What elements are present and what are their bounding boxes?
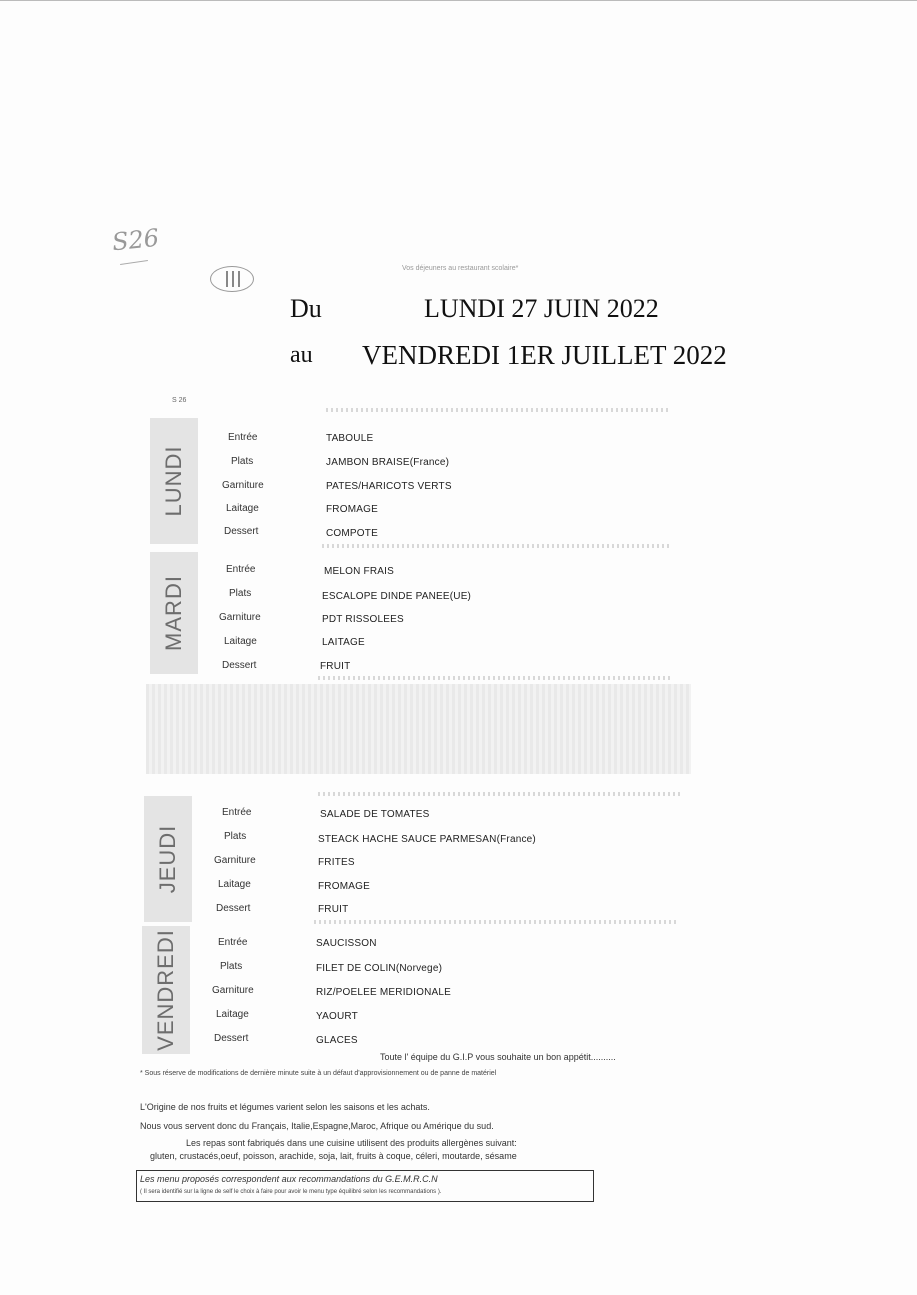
row-value: COMPOTE (326, 528, 378, 539)
page-top-edge (0, 0, 917, 7)
day-band-mardi (150, 552, 198, 674)
day-band-vendredi (142, 926, 190, 1054)
row-label: Dessert (222, 660, 257, 671)
row-value: PATES/HARICOTS VERTS (326, 481, 452, 492)
day-band-jeudi (144, 796, 192, 922)
row-label: Laitage (218, 879, 251, 890)
row-value: SAUCISSON (316, 938, 377, 949)
row-value: SALADE DE TOMATES (320, 809, 430, 820)
row-value: GLACES (316, 1035, 358, 1046)
scan-artifact (326, 408, 671, 412)
day-label: MARDI (161, 575, 186, 651)
disclaimer-text: * Sous réserve de modifications de dernière minute suite à un défaut d'approvisionnement ou de panne de matériel (140, 1070, 497, 1077)
handwritten-note: S26 (110, 223, 161, 257)
origin-line-2: Nous vous servent donc du Français, Italie,Espagne,Maroc, Afrique ou Amérique du sud. (140, 1121, 494, 1131)
row-label: Laitage (216, 1009, 249, 1020)
row-label: Dessert (214, 1033, 249, 1044)
scan-artifact (314, 920, 678, 924)
origin-line-1: L'Origine de nos fruits et légumes varient selon les saisons et les achats. (140, 1102, 430, 1112)
row-label: Plats (231, 456, 254, 467)
row-label: Garniture (222, 480, 264, 491)
to-label: au (290, 342, 313, 368)
from-label: Du (290, 294, 322, 323)
row-label: Dessert (216, 903, 251, 914)
header-subtitle: Vos déjeuners au restaurant scolaire* (402, 265, 519, 272)
allergens-line-2: gluten, crustacés,oeuf, poisson, arachide, soja, lait, fruits à coque, céleri, moutarde, sésame (150, 1151, 517, 1161)
day-band-lundi (150, 418, 198, 544)
row-value: MELON FRAIS (324, 566, 394, 577)
row-value: TABOULE (326, 433, 374, 444)
row-value: ESCALOPE DINDE PANEE(UE) (322, 591, 472, 602)
row-label: Garniture (212, 985, 254, 996)
row-value: JAMBON BRAISE(France) (326, 457, 450, 468)
row-value: FRUIT (318, 904, 349, 915)
day-label: VENDREDI (153, 929, 178, 1051)
scan-artifact (318, 676, 672, 680)
row-label: Laitage (226, 503, 259, 514)
row-value: RIZ/POELEE MERIDIONALE (316, 987, 451, 998)
row-value: PDT RISSOLEES (322, 614, 404, 625)
row-label: Plats (229, 588, 252, 599)
scan-artifact (318, 792, 682, 796)
row-label: Plats (224, 831, 247, 842)
row-label: Garniture (214, 855, 256, 866)
row-label: Garniture (219, 612, 261, 623)
row-label: Entrée (228, 432, 258, 443)
row-label: Dessert (224, 526, 259, 537)
day-label: LUNDI (161, 445, 186, 517)
row-label: Entrée (218, 937, 248, 948)
row-value: FRITES (318, 857, 355, 868)
row-value: FRUIT (320, 661, 351, 672)
row-value: YAOURT (316, 1011, 358, 1022)
row-label: Entrée (226, 564, 256, 575)
handwritten-underline (120, 260, 148, 265)
row-value: FROMAGE (318, 881, 370, 892)
allergens-line-1: Les repas sont fabriqués dans une cuisine utilisent des produits allergènes suivant: (186, 1138, 517, 1148)
row-value: FROMAGE (326, 504, 378, 515)
cutlery-icon (210, 266, 254, 292)
row-label: Plats (220, 961, 243, 972)
row-value: STEACK HACHE SAUCE PARMESAN(France) (318, 834, 536, 845)
row-label: Entrée (222, 807, 252, 818)
day-label: JEUDI (155, 824, 180, 894)
wishes-text: Toute l' équipe du G.I.P vous souhaite un bon appétit.......... (380, 1052, 616, 1062)
row-label: Laitage (224, 636, 257, 647)
gemrcn-line-2: ( Il sera identifié sur la ligne de self le choix à faire pour avoir le menu type équilibré selon les recommandations ). (140, 1189, 442, 1195)
row-value: FILET DE COLIN(Norvege) (316, 963, 443, 974)
to-date: VENDREDI 1ER JUILLET 2022 (362, 340, 727, 370)
gemrcn-line-1: Les menu proposés correspondent aux recommandations du G.E.M.R.C.N (140, 1174, 438, 1184)
row-value: LAITAGE (322, 637, 365, 648)
scan-artifact (322, 544, 672, 548)
from-date: LUNDI 27 JUIN 2022 (424, 294, 659, 323)
menu-code: S 26 (172, 397, 187, 404)
blank-day-band (146, 684, 691, 774)
